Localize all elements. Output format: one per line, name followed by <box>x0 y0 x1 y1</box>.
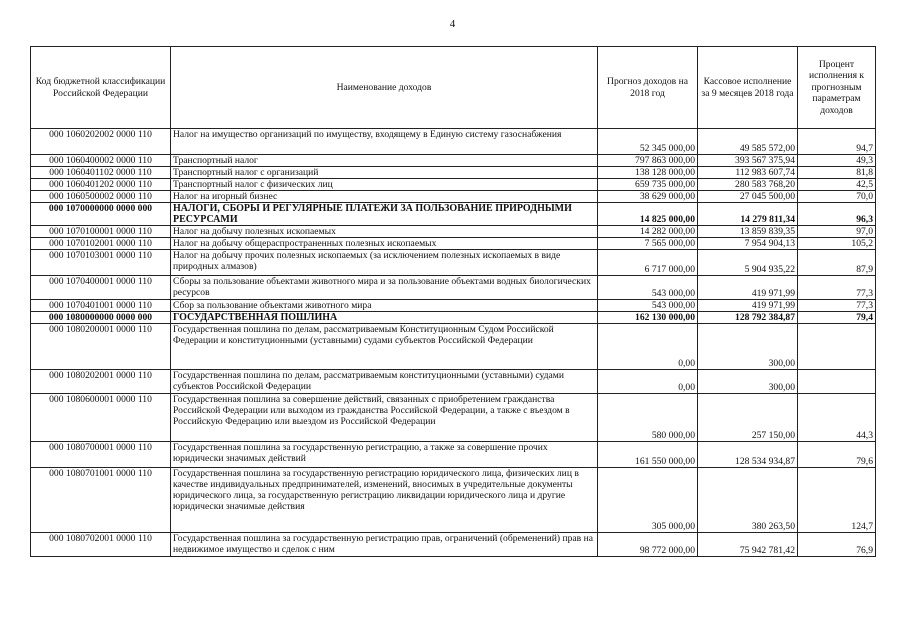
table-row <box>31 238 876 250</box>
table-row <box>31 226 876 238</box>
actual-cell: 280 583 768,20 <box>698 179 798 191</box>
name-cell: Сборы за пользование объектами животного мира и за пользование объектами водных биологических ресурсов <box>171 276 598 300</box>
header-actual: Кассовое исполнение за 9 месяцев 2018 года <box>698 47 798 129</box>
table-row <box>31 370 876 394</box>
name-cell: Государственная пошлина за государственную регистрацию прав, ограничений (обременений) прав на недвижимое имущество и сделок с ним <box>171 533 598 557</box>
name-cell: НАЛОГИ, СБОРЫ И РЕГУЛЯРНЫЕ ПЛАТЕЖИ ЗА ПОЛЬЗОВАНИЕ ПРИРОДНЫМИ РЕСУРСАМИ <box>171 203 598 226</box>
code-cell: 000 1080200001 0000 110 <box>31 324 171 370</box>
forecast-cell: 14 825 000,00 <box>598 203 698 226</box>
name-cell: Транспортный налог с организаций <box>171 167 598 179</box>
table-row <box>31 468 876 533</box>
actual-cell: 419 971,99 <box>698 300 798 312</box>
actual-cell: 112 983 607,74 <box>698 167 798 179</box>
name-cell: Налог на игорный бизнес <box>171 191 598 203</box>
header-percent: Процент исполнения к прогнозным параметрам доходов <box>798 47 876 129</box>
percent-cell: 77,3 <box>798 300 876 312</box>
percent-cell: 42,5 <box>798 179 876 191</box>
actual-cell: 5 904 935,22 <box>698 250 798 276</box>
actual-cell: 75 942 781,42 <box>698 533 798 557</box>
name-cell: ГОСУДАРСТВЕННАЯ ПОШЛИНА <box>171 312 598 324</box>
forecast-cell: 659 735 000,00 <box>598 179 698 191</box>
table-row <box>31 312 876 324</box>
name-cell: Сбор за пользование объектами животного мира <box>171 300 598 312</box>
actual-cell: 380 263,50 <box>698 468 798 533</box>
forecast-cell: 580 000,00 <box>598 394 698 442</box>
table-row <box>31 324 876 370</box>
forecast-cell: 14 282 000,00 <box>598 226 698 238</box>
code-cell: 000 1060401202 0000 110 <box>31 179 171 191</box>
table-row <box>31 129 876 155</box>
table-row <box>31 179 876 191</box>
table-row <box>31 276 876 300</box>
table-header-row <box>31 47 876 129</box>
table-row <box>31 167 876 179</box>
actual-cell: 14 279 811,34 <box>698 203 798 226</box>
actual-cell: 7 954 904,13 <box>698 238 798 250</box>
name-cell: Государственная пошлина за государственную регистрацию юридического лица, физических лиц в качестве индивидуальных предпринимателей, изменений, вносимых в учредительные документы юридического лица, за государственную регистрацию ликвидации юридического лица и другие юридически значимые действия <box>171 468 598 533</box>
actual-cell: 393 567 375,94 <box>698 155 798 167</box>
percent-cell: 70,0 <box>798 191 876 203</box>
forecast-cell: 52 345 000,00 <box>598 129 698 155</box>
code-cell: 000 1080702001 0000 110 <box>31 533 171 557</box>
code-cell: 000 1080701001 0000 110 <box>31 468 171 533</box>
code-cell: 000 1060401102 0000 110 <box>31 167 171 179</box>
table-row <box>31 300 876 312</box>
code-cell: 000 1070400001 0000 110 <box>31 276 171 300</box>
name-cell: Налог на добычу общераспространенных полезных ископаемых <box>171 238 598 250</box>
code-cell: 000 1070103001 0000 110 <box>31 250 171 276</box>
actual-cell: 13 859 839,35 <box>698 226 798 238</box>
percent-cell: 79,6 <box>798 442 876 468</box>
forecast-cell: 0,00 <box>598 324 698 370</box>
forecast-cell: 6 717 000,00 <box>598 250 698 276</box>
name-cell: Государственная пошлина за государственную регистрацию, а также за совершение прочих юридически значимых действий <box>171 442 598 468</box>
percent-cell: 87,9 <box>798 250 876 276</box>
percent-cell <box>798 324 876 370</box>
code-cell: 000 1070100001 0000 110 <box>31 226 171 238</box>
name-cell: Государственная пошлина за совершение действий, связанных с приобретением гражданства Российской Федерации или выходом из гражданства Российской Федерации, а также с въездом в Российскую Федерацию или выездом из Российской Федерации <box>171 394 598 442</box>
header-code: Код бюджетной классификации Российской Федерации <box>31 47 171 129</box>
actual-cell: 49 585 572,00 <box>698 129 798 155</box>
percent-cell: 77,3 <box>798 276 876 300</box>
actual-cell: 257 150,00 <box>698 394 798 442</box>
code-cell: 000 1070102001 0000 110 <box>31 238 171 250</box>
percent-cell: 44,3 <box>798 394 876 442</box>
name-cell: Налог на добычу прочих полезных ископаемых (за исключением полезных ископаемых в виде природных алмазов) <box>171 250 598 276</box>
percent-cell: 96,3 <box>798 203 876 226</box>
percent-cell: 124,7 <box>798 468 876 533</box>
name-cell: Транспортный налог с физических лиц <box>171 179 598 191</box>
header-forecast: Прогноз доходов на 2018 год <box>598 47 698 129</box>
code-cell: 000 1060202002 0000 110 <box>31 129 171 155</box>
table-row <box>31 250 876 276</box>
forecast-cell: 138 128 000,00 <box>598 167 698 179</box>
table-row <box>31 203 876 226</box>
forecast-cell: 38 629 000,00 <box>598 191 698 203</box>
code-cell: 000 1080700001 0000 110 <box>31 442 171 468</box>
code-cell: 000 1080600001 0000 110 <box>31 394 171 442</box>
actual-cell: 27 045 500,00 <box>698 191 798 203</box>
code-cell: 000 1070000000 0000 000 <box>31 203 171 226</box>
percent-cell <box>798 370 876 394</box>
code-cell: 000 1070401001 0000 110 <box>31 300 171 312</box>
percent-cell: 76,9 <box>798 533 876 557</box>
code-cell: 000 1080000000 0000 000 <box>31 312 171 324</box>
percent-cell: 97,0 <box>798 226 876 238</box>
name-cell: Транспортный налог <box>171 155 598 167</box>
name-cell: Налог на добычу полезных ископаемых <box>171 226 598 238</box>
table-row <box>31 191 876 203</box>
forecast-cell: 7 565 000,00 <box>598 238 698 250</box>
table-row <box>31 442 876 468</box>
actual-cell: 300,00 <box>698 370 798 394</box>
table-row <box>31 533 876 557</box>
forecast-cell: 543 000,00 <box>598 300 698 312</box>
forecast-cell: 797 863 000,00 <box>598 155 698 167</box>
percent-cell: 81,8 <box>798 167 876 179</box>
forecast-cell: 0,00 <box>598 370 698 394</box>
name-cell: Государственная пошлина по делам, рассматриваемым Конституционным Судом Российской Федерации и конституционными (уставными) судами субъектов Российской Федерации <box>171 324 598 370</box>
name-cell: Государственная пошлина по делам, рассматриваемым конституционными (уставными) судами субъектов Российской Федерации <box>171 370 598 394</box>
code-cell: 000 1060500002 0000 110 <box>31 191 171 203</box>
name-cell: Налог на имущество организаций по имуществу, входящему в Единую систему газоснабжения <box>171 129 598 155</box>
revenue-table <box>30 46 876 557</box>
actual-cell: 128 792 384,87 <box>698 312 798 324</box>
forecast-cell: 543 000,00 <box>598 276 698 300</box>
percent-cell: 79,4 <box>798 312 876 324</box>
forecast-cell: 162 130 000,00 <box>598 312 698 324</box>
table-row <box>31 155 876 167</box>
forecast-cell: 98 772 000,00 <box>598 533 698 557</box>
percent-cell: 94,7 <box>798 129 876 155</box>
actual-cell: 128 534 934,87 <box>698 442 798 468</box>
forecast-cell: 161 550 000,00 <box>598 442 698 468</box>
percent-cell: 49,3 <box>798 155 876 167</box>
forecast-cell: 305 000,00 <box>598 468 698 533</box>
header-name: Наименование доходов <box>171 47 598 129</box>
code-cell: 000 1060400002 0000 110 <box>31 155 171 167</box>
table-row <box>31 394 876 442</box>
code-cell: 000 1080202001 0000 110 <box>31 370 171 394</box>
actual-cell: 300,00 <box>698 324 798 370</box>
percent-cell: 105,2 <box>798 238 876 250</box>
page-number: 4 <box>449 18 456 30</box>
actual-cell: 419 971,99 <box>698 276 798 300</box>
